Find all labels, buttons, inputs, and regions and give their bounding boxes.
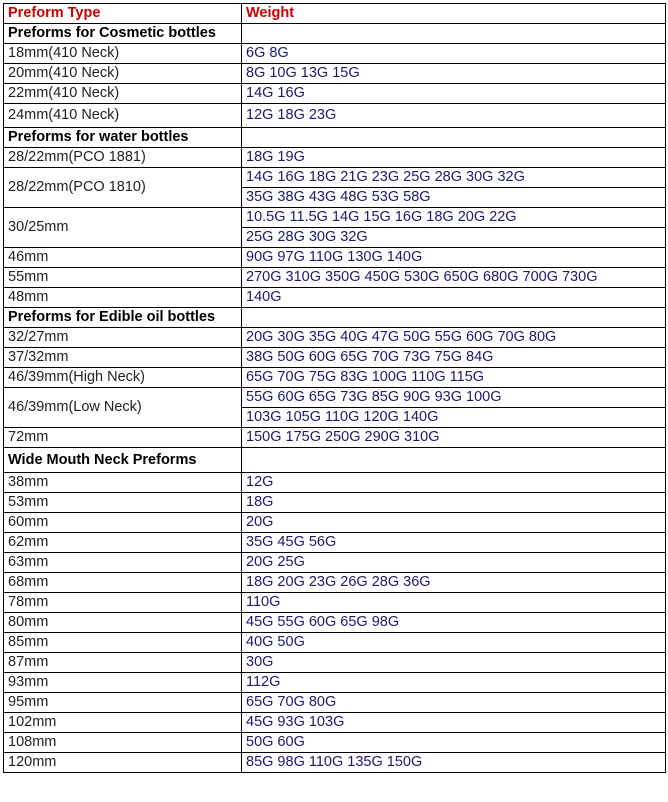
preform-type-cell: 22mm(410 Neck) bbox=[4, 84, 242, 104]
table-row bbox=[4, 473, 666, 493]
weight-cell: 14G 16G bbox=[242, 84, 666, 104]
preform-type-cell: 28/22mm(PCO 1881) bbox=[4, 148, 242, 168]
section-empty-cell bbox=[242, 24, 666, 44]
header-weight: Weight bbox=[242, 4, 666, 24]
weight-cell: 35G 45G 56G bbox=[242, 533, 666, 553]
preform-type-cell: 46/39mm(High Neck) bbox=[4, 368, 242, 388]
weight-cell: 90G 97G 110G 130G 140G bbox=[242, 248, 666, 268]
table-row bbox=[4, 733, 666, 753]
table-row bbox=[4, 84, 666, 104]
table-row bbox=[4, 268, 666, 288]
weight-cell: 14G 16G 18G 21G 23G 25G 28G 30G 32G bbox=[242, 168, 666, 188]
preform-type-cell: 102mm bbox=[4, 713, 242, 733]
section-title: Preforms for water bottles bbox=[4, 128, 242, 148]
weight-cell: 140G bbox=[242, 288, 666, 308]
table-row bbox=[4, 513, 666, 533]
weight-cell: 45G 93G 103G bbox=[242, 713, 666, 733]
preform-type-cell: 72mm bbox=[4, 428, 242, 448]
section-empty-cell bbox=[242, 448, 666, 473]
table-row bbox=[4, 248, 666, 268]
section-row bbox=[4, 128, 666, 148]
preform-type-cell: 37/32mm bbox=[4, 348, 242, 368]
preform-type-cell: 24mm(410 Neck) bbox=[4, 104, 242, 128]
preform-type-cell: 63mm bbox=[4, 553, 242, 573]
weight-cell: 18G 19G bbox=[242, 148, 666, 168]
weight-cell: 150G 175G 250G 290G 310G bbox=[242, 428, 666, 448]
table-row bbox=[4, 573, 666, 593]
preform-type-cell: 87mm bbox=[4, 653, 242, 673]
preform-type-cell: 53mm bbox=[4, 493, 242, 513]
table-row bbox=[4, 593, 666, 613]
weight-cell: 35G 38G 43G 48G 53G 58G bbox=[242, 188, 666, 208]
table-row bbox=[4, 388, 666, 408]
weight-cell: 10.5G 11.5G 14G 15G 16G 18G 20G 22G bbox=[242, 208, 666, 228]
weight-cell: 12G 18G 23G bbox=[242, 104, 666, 128]
weight-cell: 30G bbox=[242, 653, 666, 673]
weight-cell: 270G 310G 350G 450G 530G 650G 680G 700G 730G bbox=[242, 268, 666, 288]
table-row bbox=[4, 168, 666, 188]
preform-type-cell: 60mm bbox=[4, 513, 242, 533]
table-body bbox=[4, 4, 666, 773]
preform-type-cell: 48mm bbox=[4, 288, 242, 308]
preform-type-cell: 78mm bbox=[4, 593, 242, 613]
table-row bbox=[4, 44, 666, 64]
section-empty-cell bbox=[242, 308, 666, 328]
weight-cell: 6G 8G bbox=[242, 44, 666, 64]
weight-cell: 112G bbox=[242, 673, 666, 693]
header-preform-type: Preform Type bbox=[4, 4, 242, 24]
table-row bbox=[4, 553, 666, 573]
table-row bbox=[4, 673, 666, 693]
weight-cell: 65G 70G 75G 83G 100G 110G 115G bbox=[242, 368, 666, 388]
weight-cell: 20G bbox=[242, 513, 666, 533]
table-row bbox=[4, 104, 666, 128]
table-row bbox=[4, 713, 666, 733]
weight-cell: 38G 50G 60G 65G 70G 73G 75G 84G bbox=[242, 348, 666, 368]
section-empty-cell bbox=[242, 128, 666, 148]
table-row bbox=[4, 64, 666, 84]
weight-cell: 65G 70G 80G bbox=[242, 693, 666, 713]
preform-type-cell: 30/25mm bbox=[4, 208, 242, 248]
weight-cell: 103G 105G 110G 120G 140G bbox=[242, 408, 666, 428]
weight-cell: 55G 60G 65G 73G 85G 90G 93G 100G bbox=[242, 388, 666, 408]
table-row bbox=[4, 288, 666, 308]
table-row bbox=[4, 493, 666, 513]
preform-type-cell: 85mm bbox=[4, 633, 242, 653]
preform-weight-table bbox=[3, 3, 666, 773]
preform-type-cell: 108mm bbox=[4, 733, 242, 753]
table-row bbox=[4, 148, 666, 168]
table-row bbox=[4, 348, 666, 368]
preform-spec-page bbox=[3, 3, 666, 773]
section-row bbox=[4, 24, 666, 44]
weight-cell: 8G 10G 13G 15G bbox=[242, 64, 666, 84]
section-title: Wide Mouth Neck Preforms bbox=[4, 448, 242, 473]
table-row bbox=[4, 208, 666, 228]
preform-type-cell: 46mm bbox=[4, 248, 242, 268]
weight-cell: 110G bbox=[242, 593, 666, 613]
weight-cell: 12G bbox=[242, 473, 666, 493]
preform-type-cell: 55mm bbox=[4, 268, 242, 288]
preform-type-cell: 93mm bbox=[4, 673, 242, 693]
preform-type-cell: 20mm(410 Neck) bbox=[4, 64, 242, 84]
table-row bbox=[4, 428, 666, 448]
preform-type-cell: 46/39mm(Low Neck) bbox=[4, 388, 242, 428]
preform-type-cell: 95mm bbox=[4, 693, 242, 713]
weight-cell: 45G 55G 60G 65G 98G bbox=[242, 613, 666, 633]
table-row bbox=[4, 753, 666, 773]
weight-cell: 18G bbox=[242, 493, 666, 513]
preform-type-cell: 62mm bbox=[4, 533, 242, 553]
preform-type-cell: 68mm bbox=[4, 573, 242, 593]
weight-cell: 25G 28G 30G 32G bbox=[242, 228, 666, 248]
weight-cell: 40G 50G bbox=[242, 633, 666, 653]
weight-cell: 20G 30G 35G 40G 47G 50G 55G 60G 70G 80G bbox=[242, 328, 666, 348]
weight-cell: 20G 25G bbox=[242, 553, 666, 573]
section-title: Preforms for Edible oil bottles bbox=[4, 308, 242, 328]
weight-cell: 50G 60G bbox=[242, 733, 666, 753]
table-row bbox=[4, 328, 666, 348]
preform-type-cell: 80mm bbox=[4, 613, 242, 633]
weight-cell: 18G 20G 23G 26G 28G 36G bbox=[242, 573, 666, 593]
preform-type-cell: 32/27mm bbox=[4, 328, 242, 348]
table-row bbox=[4, 693, 666, 713]
section-row bbox=[4, 448, 666, 473]
table-row bbox=[4, 533, 666, 553]
section-title: Preforms for Cosmetic bottles bbox=[4, 24, 242, 44]
table-row bbox=[4, 653, 666, 673]
weight-cell: 85G 98G 110G 135G 150G bbox=[242, 753, 666, 773]
header-row bbox=[4, 4, 666, 24]
preform-type-cell: 38mm bbox=[4, 473, 242, 493]
table-row bbox=[4, 633, 666, 653]
table-row bbox=[4, 368, 666, 388]
preform-type-cell: 18mm(410 Neck) bbox=[4, 44, 242, 64]
section-row bbox=[4, 308, 666, 328]
table-row bbox=[4, 613, 666, 633]
preform-type-cell: 120mm bbox=[4, 753, 242, 773]
preform-type-cell: 28/22mm(PCO 1810) bbox=[4, 168, 242, 208]
